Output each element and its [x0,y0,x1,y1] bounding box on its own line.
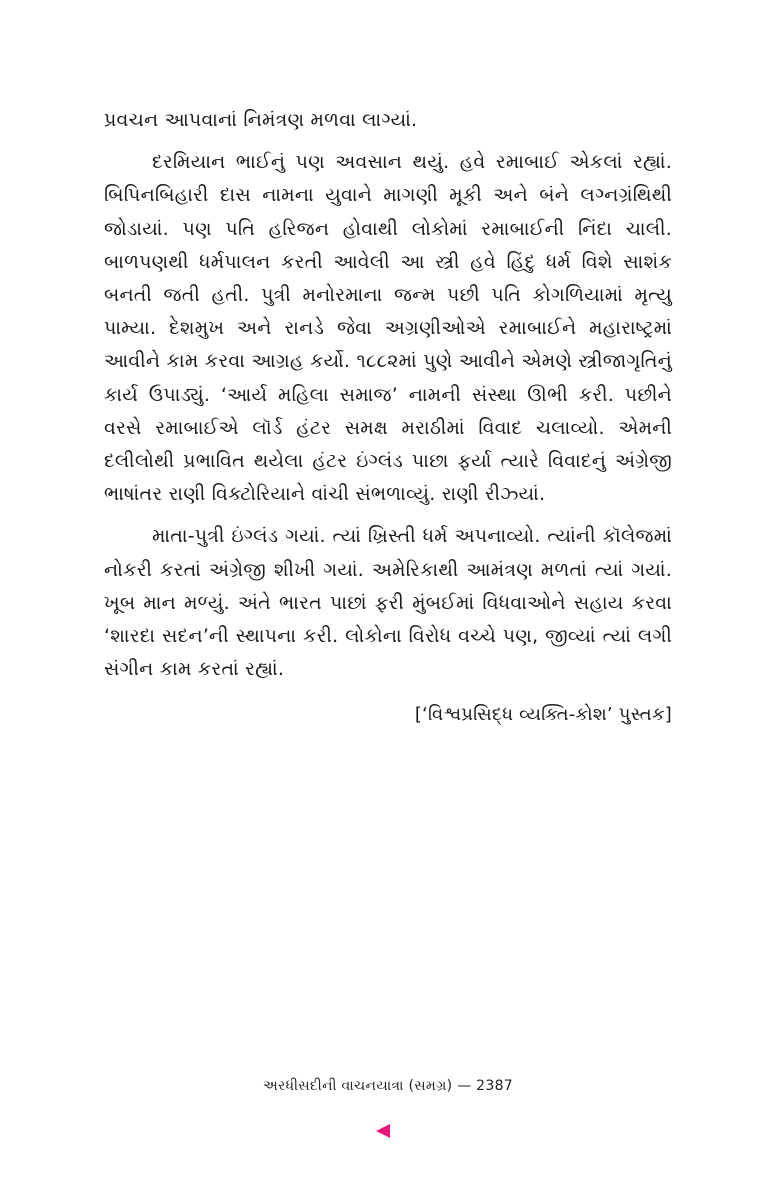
source-citation: [‘વિશ્વપ્રસિદ્ધ વ્યક્તિ-કોશ’ પુસ્તક] [414,704,672,726]
article-body [104,104,672,732]
page-footer: અરધીસદીની વાચનયાત્રા (સમગ્ર) — 2387 [262,1078,514,1094]
left-triangle-icon[interactable] [376,1124,390,1138]
paragraph-intro: પ્રવચન આપવાનાં નિમંત્રણ મળવા લાગ્યાં. [104,109,418,131]
paragraph-1: દરમિયાન ભાઈનું પણ અવસાન થયું. હવે રમાબાઈ એકલાં રહ્યાં. બિપિનબિહારી દાસ નામના યુવાને માગણી મૂકી અને બંને લગ્નગ્રંથિથી જોડાયાં. પણ પતિ હરિજન હોવાથી લોકોમાં રમાબાઈની નિંદા ચાલી. બાળપણથી ધર્મપાલન કરતી આવેલી આ સ્ત્રી હવે હિંદુ ધર્મ વિશે સાશંક બનતી જતી હતી. પુત્રી મનોરમાના જન્મ પછી પતિ કોગળિયામાં મૃત્યુ પામ્યા. દેશમુખ અને રાનડે જેવા અગ્રણીઓએ રમાબાઈને મહારાષ્ટ્રમાં આવીને કામ કરવા આગ્રહ કર્યો. ૧૮૮૨માં પુણે આવીને એમણે સ્ત્રીજાગૃતિનું કાર્ય ઉપાડ્યું. ‘આર્ય મહિલા સમાજ’ નામની સંસ્થા ઊભી કરી. પછીને વરસે રમાબાઈએ લૉર્ડ હંટર સમક્ષ મરાઠીમાં વિવાદ ચલાવ્યો. એમની દલીલોથી પ્રભાવિત થયેલા હંટર ઇંગ્લંડ પાછા ફર્યા ત્યારે વિવાદનું અંગ્રેજી ભાષાંતર રાણી વિક્ટોરિયાને વાંચી સંભળાવ્યું. રાણી રીઝ્યાં. [104,151,672,506]
paragraph-2: માતા-પુત્રી ઇંગ્લંડ ગયાં. ત્યાં ખ્રિસ્તી ધર્મ અપનાવ્યો. ત્યાંની કૉલેજમાં નોકરી કરતાં અંગ્રેજી શીખી ગયાં. અમેરિકાથી આમંત્રણ મળતાં ત્યાં ગયાં. ખૂબ માન મળ્યું. અંતે ભારત પાછાં ફરી મુંબઈમાં વિધવાઓને સહાય કરવા ‘શારદા સદન’ની સ્થાપના કરી. લોકોના વિરોધ વચ્ચે પણ, જીવ્યાં ત્યાં લગી સંગીન કામ કરતાં રહ્યાં. [104,525,672,681]
